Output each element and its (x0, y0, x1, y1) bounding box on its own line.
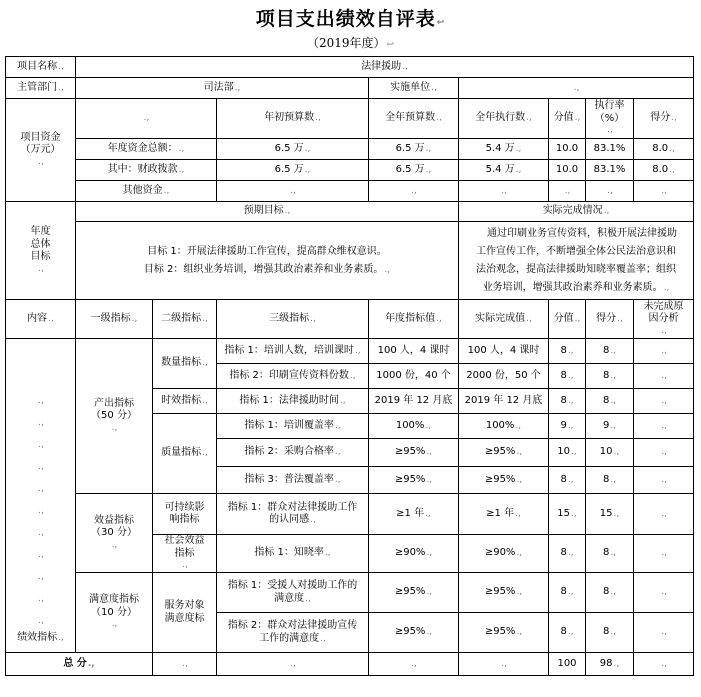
total-blank: ., (634, 653, 694, 676)
funds-col-executed: 全年执行数., (459, 99, 549, 139)
funds-score: ., (634, 181, 694, 202)
score: 10., (586, 439, 634, 467)
target-value: ≥95%., (369, 573, 459, 613)
target-value: 2019 年 12 月底 (369, 389, 459, 414)
total-label: 总 分., (6, 653, 153, 676)
score: 8., (586, 535, 634, 573)
funds-initial-value: 6.5 万., (217, 160, 369, 181)
goals-label: 年度 总体 目标 ., (6, 202, 76, 300)
funds-score: 8.0., (634, 160, 694, 181)
score-value: 8., (549, 613, 586, 653)
goals-header-row (6, 202, 694, 222)
funds-row-label: 年度资金总额：., (76, 139, 217, 160)
ind-col-level2: 二级指标., (153, 300, 217, 339)
total-blank: ., (217, 653, 369, 676)
indicators-header-row (6, 300, 694, 339)
target-value: ≥90%., (369, 535, 459, 573)
target-value: ≥95%., (369, 467, 459, 494)
funds-col-initial: 年初预算数., (217, 99, 369, 139)
reason: ., (634, 339, 694, 364)
funds-label: 项目资金 （万元） ., (6, 99, 76, 202)
funds-executed-value: ., (459, 181, 549, 202)
dept-label: 主管部门., (6, 78, 76, 99)
project-name-row (6, 57, 694, 78)
reason: ., (634, 389, 694, 414)
score: 8., (586, 467, 634, 494)
dept-value: 司法部., (76, 78, 369, 99)
actual-value: ≥90%., (459, 535, 549, 573)
target-value: ≥1 年., (369, 494, 459, 535)
target-value: ≥95%., (369, 613, 459, 653)
level3-name: 指标 2：印刷宣传资料份数., (217, 364, 369, 389)
ind-col-score-value: 分值., (549, 300, 586, 339)
score-value: 15., (549, 494, 586, 535)
ind-col-target: 年度指标值., (369, 300, 459, 339)
performance-indicators-label: ., ., ., ., ., ., ., ., ., ., ., 绩效指标., (6, 339, 76, 653)
reason: ., (634, 613, 694, 653)
actual-value: ≥95%., (459, 573, 549, 613)
reason: ., (634, 467, 694, 494)
level2-social-benefit: 社会效益 指标 ., (153, 535, 217, 573)
goals-actual-header: 实际完成情况., (459, 202, 694, 222)
ind-col-level3: 三级指标., (217, 300, 369, 339)
score-value: 10., (549, 439, 586, 467)
score-value: 8., (549, 364, 586, 389)
funds-header-row (6, 99, 694, 139)
funds-row-other (6, 181, 694, 202)
funds-score: 8.0., (634, 139, 694, 160)
level1-output: 产出指标 （50 分） ., (76, 339, 153, 494)
form-subtitle (0, 34, 701, 51)
score: 8., (586, 364, 634, 389)
score-value: 8., (549, 339, 586, 364)
target-value: 100 人，4 课时 (369, 339, 459, 364)
form-title (0, 4, 701, 31)
level2-sustainability: 可持续影 响指标 (153, 494, 217, 535)
total-score: 98., (586, 653, 634, 676)
form-subtitle-text: （2019年度） (306, 36, 386, 50)
goals-expected-text: 目标 1：开展法律援助工作宣传，提高群众维权意识。 目标 2：组织业务培训，增强其政治素养和业务素质。., (76, 222, 459, 300)
ind-col-reason: 未完成原 因分析 ., (634, 300, 694, 339)
level2-timeliness: 时效指标., (153, 389, 217, 414)
total-blank: ., (459, 653, 549, 676)
funds-rate-value: ., (586, 181, 634, 202)
level3-name: 指标 1：培训覆盖率., (217, 414, 369, 439)
actual-value: ≥1 年., (459, 494, 549, 535)
score: 8., (586, 389, 634, 414)
funds-row-label: 其中：财政拨款., (76, 160, 217, 181)
indicator-row (6, 573, 694, 613)
target-value: 1000 份，40 个 (369, 364, 459, 389)
score: 9., (586, 414, 634, 439)
funds-row-fiscal (6, 160, 694, 181)
funds-score-value: 10.0 (549, 139, 586, 160)
funds-col-score: 得分., (634, 99, 694, 139)
level3-name: 指标 1：法律援助时间., (217, 389, 369, 414)
form-title-text: 项目支出绩效自评表 (255, 8, 436, 30)
reason: ., (634, 439, 694, 467)
funds-executed-value: 5.4 万., (459, 160, 549, 181)
funds-executed-value: 5.4 万., (459, 139, 549, 160)
funds-col-score-value: 分值., (549, 99, 586, 139)
total-score-value: 100 (549, 653, 586, 676)
level2-service-satisfaction: 服务对象 满意度标 (153, 573, 217, 653)
goals-actual-text: 通过印刷业务宣传资料，积极开展法律援助 工作宣传工作，不断增强全体公民法治意识和 法治观念，提高法律援助知晓率覆盖率；组织 业务培训，增强其政治素养和业务素质。., (459, 222, 694, 300)
funds-score-value: 10.0 (549, 160, 586, 181)
ind-col-actual: 实际完成值., (459, 300, 549, 339)
goals-content-row (6, 222, 694, 300)
level2-quality: 质量指标., (153, 414, 217, 494)
score: 8., (586, 613, 634, 653)
funds-col-rate: 执行率 （%） ., (586, 99, 634, 139)
total-blank: ., (153, 653, 217, 676)
actual-value: 100 人，4 课时 (459, 339, 549, 364)
score-value: 9., (549, 414, 586, 439)
funds-col-annual: 全年预算数., (369, 99, 459, 139)
level1-satisfaction: 满意度指标 （10 分） ., (76, 573, 153, 653)
actual-value: 2000 份，50 个 (459, 364, 549, 389)
level3-name: 指标 1：培训人数，培训课时., (217, 339, 369, 364)
funds-rate-value: 83.1% (586, 160, 634, 181)
return-mark-icon: ↩ (436, 18, 446, 28)
score-value: 8., (549, 389, 586, 414)
funds-annual-value: 6.5 万., (369, 139, 459, 160)
score-value: 8., (549, 535, 586, 573)
reason: ., (634, 364, 694, 389)
actual-value: ≥95%., (459, 439, 549, 467)
level2-quantity: 数量指标., (153, 339, 217, 389)
funds-annual-value: ., (369, 181, 459, 202)
score-value: 8., (549, 573, 586, 613)
goals-expected-header: 预期目标., (76, 202, 459, 222)
level3-name: 指标 2：群众对法律援助宣传 工作的满意度., (217, 613, 369, 653)
actual-value: ≥95%., (459, 467, 549, 494)
funds-score-value: ., (549, 181, 586, 202)
actual-value: 2019 年 12 月底 (459, 389, 549, 414)
score: 8., (586, 339, 634, 364)
return-mark-icon: ↩ (386, 40, 395, 50)
funds-row-label: 其他资金., (76, 181, 217, 202)
reason: ., (634, 494, 694, 535)
level3-name: 指标 1：群众对法律援助工作 的认同感., (217, 494, 369, 535)
total-blank: ., (369, 653, 459, 676)
project-name-value: 法律援助., (76, 57, 694, 78)
performance-evaluation-table (5, 56, 694, 676)
reason: ., (634, 414, 694, 439)
unit-label: 实施单位., (369, 78, 459, 99)
score: 15., (586, 494, 634, 535)
unit-value: ., (459, 78, 694, 99)
reason: ., (634, 573, 694, 613)
target-value: 100%., (369, 414, 459, 439)
level3-name: 指标 1：知晓率., (217, 535, 369, 573)
score: 8., (586, 573, 634, 613)
level3-name: 指标 2：采购合格率., (217, 439, 369, 467)
funds-row-total (6, 139, 694, 160)
funds-rate-value: 83.1% (586, 139, 634, 160)
funds-annual-value: 6.5 万., (369, 160, 459, 181)
indicator-row (6, 339, 694, 364)
actual-value: ≥95%., (459, 613, 549, 653)
funds-initial-value: ., (217, 181, 369, 202)
funds-initial-value: 6.5 万., (217, 139, 369, 160)
ind-col-content: 内容., (6, 300, 76, 339)
target-value: ≥95%., (369, 439, 459, 467)
level3-name: 指标 3：普法覆盖率., (217, 467, 369, 494)
indicator-row (6, 494, 694, 535)
level1-benefit: 效益指标 （30 分） ., (76, 494, 153, 573)
ind-col-score: 得分., (586, 300, 634, 339)
actual-value: 100%., (459, 414, 549, 439)
score-value: 8., (549, 467, 586, 494)
department-row (6, 78, 694, 99)
total-row (6, 653, 694, 676)
funds-header-blank: ., (76, 99, 217, 139)
reason: ., (634, 535, 694, 573)
project-name-label: 项目名称., (6, 57, 76, 78)
level3-name: 指标 1：受援人对援助工作的 满意度., (217, 573, 369, 613)
ind-col-level1: 一级指标., (76, 300, 153, 339)
